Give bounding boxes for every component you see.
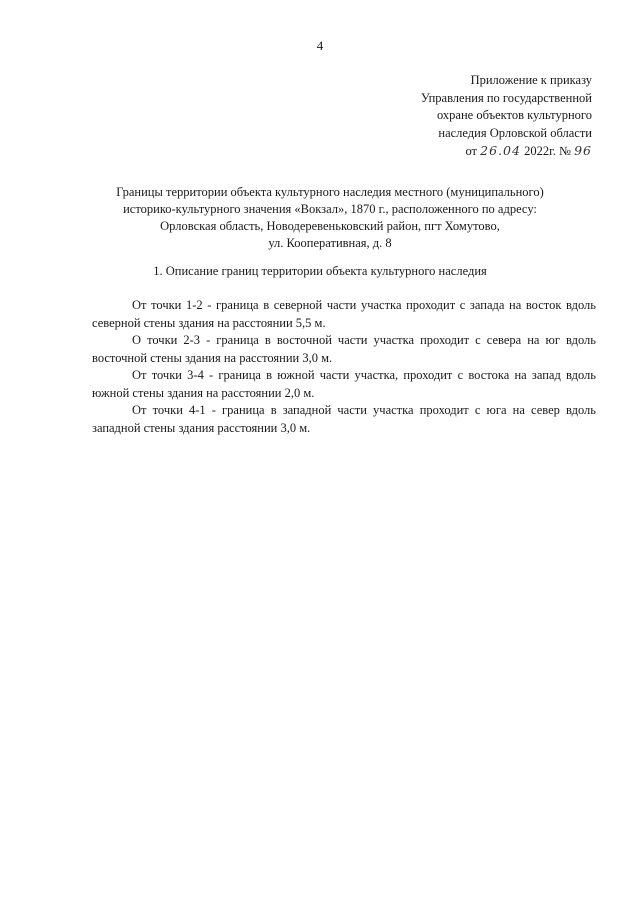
title-line-3: Орловская область, Новодеревеньковский район, пгт Хомутово, — [160, 219, 500, 233]
title-line-1: Границы территории объекта культурного наследия местного (муниципального) — [116, 185, 544, 199]
appendix-line-3: охране объектов культурного — [436, 108, 592, 122]
paragraph-point-2-3: О точки 2-3 - граница в восточной части участка проходит с севера на юг вдоль восточной стены здания на расстоянии 3,0 м. — [92, 333, 596, 365]
number-prefix: № — [559, 144, 571, 158]
title-line-4: ул. Кооперативная, д. 8 — [268, 236, 392, 250]
section-heading: 1. Описание границ территории объекта культурного наследия — [153, 264, 487, 278]
title-line-2: историко-культурного значения «Вокзал», 1870 г., расположенного по адресу: — [123, 202, 537, 216]
appendix-date-line — [332, 142, 592, 161]
handwritten-number: 96 — [574, 143, 592, 158]
paragraph-point-1-2: От точки 1-2 - граница в северной части участка проходит с запада на восток вдоль северной стены здания на расстоянии 5,5 м. — [92, 298, 596, 330]
appendix-line-2: Управления по государственной — [420, 90, 592, 105]
document-title — [70, 184, 590, 252]
paragraph-point-3-4: От точки 3-4 - граница в южной части участка, проходит с востока на запад вдоль южной стены здания на расстоянии 2,0 м. — [92, 368, 596, 400]
appendix-line-4: наследия Орловской области — [438, 125, 592, 140]
page-number: 4 — [316, 38, 324, 53]
appendix-header — [332, 72, 592, 161]
paragraph-point-4-1: От точки 4-1 - граница в западной части участка проходит с юга на север вдоль западной стены здания расстоянии 3,0 м. — [92, 403, 596, 435]
boundary-description — [92, 297, 596, 437]
appendix-line-1: Приложение к приказу — [470, 73, 592, 87]
date-prefix: от — [465, 144, 478, 158]
handwritten-date: 26.04 — [480, 143, 521, 158]
date-year: 2022г. — [524, 144, 556, 158]
